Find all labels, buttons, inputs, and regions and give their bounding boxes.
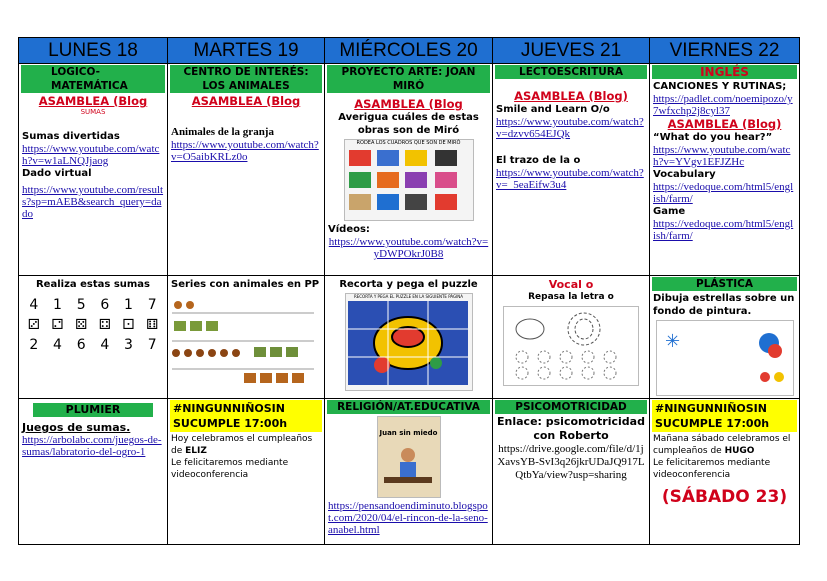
activities-row-3 — [19, 399, 800, 545]
cell-lunes-2 — [19, 276, 168, 399]
activity-text: Enlace: psicomotricidad con Roberto — [497, 415, 645, 442]
activity-text: Dibuja estrellas sobre un fondo de pintura. — [653, 293, 795, 317]
birthday-banner: #NINGUNNIÑOSIN SUCUMPLE 17:00h — [652, 400, 797, 432]
cell-viernes-3 — [650, 399, 800, 545]
asamblea-link[interactable]: ASAMBLEA (Blog — [191, 94, 301, 108]
cell-lunes-3 — [19, 399, 168, 545]
birthday-banner: #NINGUNNIÑOSIN SUCUMPLE 17:00h — [170, 400, 322, 432]
cell-martes-2 — [168, 276, 325, 399]
sum-number: 1 — [53, 297, 62, 313]
subject-label: PROYECTO ARTE: JOAN MIRÓ — [327, 65, 490, 93]
sums-worksheet — [19, 291, 167, 359]
cell-jueves-2 — [493, 276, 650, 399]
asamblea-link[interactable]: ASAMBLEA (Blog — [38, 94, 148, 108]
day-header-viernes: VIERNES 22 — [650, 38, 800, 64]
cell-miercoles-2 — [325, 276, 493, 399]
asamblea-link[interactable]: ASAMBLEA (Blog) — [667, 117, 782, 131]
book-illustration-icon — [378, 437, 438, 487]
subject-label: PSICOMOTRICIDAD — [495, 400, 647, 414]
video-link[interactable]: https://www.youtube.com/watch?v=_5eaEifw3u4 — [496, 167, 644, 191]
sum-number: 2 — [29, 337, 39, 353]
activity-title: Juegos de sumas. — [22, 421, 131, 434]
subject-label: CENTRO DE INTERÉS: LOS ANIMALES — [170, 65, 322, 93]
sum-number: 6 — [100, 297, 110, 313]
stars-painting-icon — [657, 321, 791, 393]
sum-number: 7 — [147, 337, 157, 353]
activity-title: El trazo de la o — [496, 155, 581, 166]
dice-icon: ⚃ — [98, 317, 111, 333]
game-link[interactable]: https://vedoque.com/html5/english/farm/ — [653, 218, 794, 242]
subject-label: INGLÉS — [652, 65, 797, 79]
blog-link[interactable]: https://pensandoendiminuto.blogspot.com/2020/04/el-rincon-de-la-seno-anabel.html — [328, 500, 488, 536]
day-header-lunes: LUNES 18 — [19, 38, 168, 64]
video-link[interactable]: https://www.youtube.com/watch?v=O5aibKRLz0o — [171, 139, 319, 163]
cell-martes-3 — [168, 399, 325, 545]
cell-jueves-1 — [493, 64, 650, 276]
birthday-text-start: Mañana sábado celebramos el cumpleaños de — [653, 434, 791, 456]
birthday-text — [168, 433, 324, 457]
cell-martes-1 — [168, 64, 325, 276]
weekly-schedule-table — [18, 37, 800, 545]
activity-title: Smile and Learn O/o — [496, 104, 610, 115]
day-header-miercoles: MIÉRCOLES 20 — [325, 38, 493, 64]
day-header-row — [19, 38, 800, 64]
subject-label: PLUMIER — [33, 403, 153, 417]
drive-link[interactable]: https://drive.google.com/file/d/1jXavsYB-SvI3q26jkrUDaJQ917LQtbYa/view?usp=sharing — [497, 443, 645, 481]
book-cover-image — [377, 416, 441, 498]
cell-miercoles-3 — [325, 399, 493, 545]
birthday-name: HUGO — [724, 446, 755, 456]
activity-title: Vocabulary — [653, 169, 716, 180]
dice-icon: ⚅ — [146, 317, 159, 333]
activity-title: Realiza estas sumas — [35, 279, 151, 290]
sum-number: 3 — [124, 337, 133, 353]
cell-lunes-1 — [19, 64, 168, 276]
animal-series-image — [168, 291, 318, 386]
activity-title: Sumas divertidas — [22, 131, 120, 142]
videos-label: Vídeos: — [328, 224, 370, 235]
day-header-martes: MARTES 19 — [168, 38, 325, 64]
birthday-text — [650, 433, 799, 457]
dice-icon: ⚁ — [51, 317, 64, 333]
image-caption: RODEA LOS CUADROS QUE SON DE MIRÓ — [356, 140, 461, 146]
sum-number: 4 — [53, 337, 62, 353]
asamblea-link[interactable]: ASAMBLEA (Blog) — [514, 89, 628, 103]
artworks-grid-icon — [345, 146, 471, 216]
subject-label: LECTOESCRITURA — [495, 65, 647, 79]
activity-title: Animales de la granja — [171, 126, 274, 138]
activity-title: Vocal o — [548, 278, 594, 291]
game-link[interactable]: https://arbolabc.com/juegos-de-sumas/labratorio-del-ogro-1 — [22, 434, 162, 458]
birthday-note: Le felicitaremos mediante videoconferencia — [171, 458, 289, 480]
letter-o-worksheet — [503, 306, 639, 386]
subject-label: LOGICO-MATEMÁTICA — [21, 65, 165, 93]
video-link[interactable]: https://www.youtube.com/watch?v=YVgv1EFJZHc — [653, 144, 791, 168]
subject-label: PLÁSTICA — [652, 277, 797, 291]
sum-number: 4 — [100, 337, 110, 353]
activity-title: “What do you hear?” — [653, 132, 773, 143]
asamblea-link[interactable]: ASAMBLEA (Blog — [354, 97, 463, 111]
activity-title: Series con animales en PP — [171, 279, 320, 290]
birthday-date: (SÁBADO 23) — [661, 487, 788, 507]
sum-number: 4 — [29, 297, 39, 313]
sum-number: 1 — [124, 297, 133, 313]
birthday-text-start: Hoy celebramos el cumpleaños de — [171, 434, 313, 456]
miro-artworks-image — [344, 139, 474, 221]
cell-viernes-2 — [650, 276, 800, 399]
dice-icon: ⚂ — [27, 317, 40, 333]
activity-subtitle: Repasa la letra o — [528, 292, 614, 302]
vocabulary-link[interactable]: https://vedoque.com/html5/english/farm/ — [653, 181, 794, 205]
video-link[interactable]: https://www.youtube.com/watch?v=yDWPOkrJ0B8 — [328, 236, 489, 260]
miro-puzzle-icon — [346, 299, 470, 387]
activity-title: Game — [653, 206, 686, 217]
asamblea-sub: SUMAS — [80, 108, 106, 116]
activities-row-1 — [19, 64, 800, 276]
sum-number: 7 — [147, 297, 157, 313]
activity-title: Dado virtual — [22, 168, 92, 179]
video-link[interactable]: https://www.youtube.com/results?sp=mAEB&search_query=dado — [22, 184, 164, 220]
sum-number: 5 — [76, 297, 86, 313]
cell-jueves-3 — [493, 399, 650, 545]
book-title: Juan sin miedo — [379, 429, 438, 437]
image-caption: RECORTA Y PEGA EL PUZZLE EN LA SIGUIENTE PÁGINA — [353, 294, 464, 299]
video-link[interactable]: https://www.youtube.com/watch?v=dzvv654EJQk — [496, 116, 644, 140]
sum-number: 6 — [76, 337, 86, 353]
dice-icon: ⚄ — [75, 317, 88, 333]
video-link[interactable]: https://www.youtube.com/watch?v=w1aLNQJjaog — [22, 143, 160, 167]
activity-title: Recorta y pega el puzzle — [339, 279, 478, 290]
birthday-name: ELIZ — [185, 446, 207, 456]
puzzle-image — [345, 293, 473, 391]
activity-text: Averigua cuáles de estas obras son de Miró — [338, 112, 479, 136]
padlet-link[interactable]: https://padlet.com/noemipozo/y7wfxchp2j8cyl37 — [653, 93, 793, 117]
svg-text:✳: ✳ — [664, 331, 680, 352]
cell-miercoles-1 — [325, 64, 493, 276]
activities-row-2 — [19, 276, 800, 399]
subject-label: RELIGIÓN/AT.EDUCATIVA — [327, 400, 490, 414]
day-header-jueves: JUEVES 21 — [493, 38, 650, 64]
letter-o-trace-icon — [504, 307, 636, 383]
dice-icon: ⚀ — [122, 317, 135, 333]
activity-title: CANCIONES Y RUTINAS; — [653, 81, 787, 92]
birthday-note: Le felicitaremos mediante videoconferencia — [653, 458, 771, 480]
stars-painting-image — [656, 320, 794, 396]
cell-viernes-1 — [650, 64, 800, 276]
